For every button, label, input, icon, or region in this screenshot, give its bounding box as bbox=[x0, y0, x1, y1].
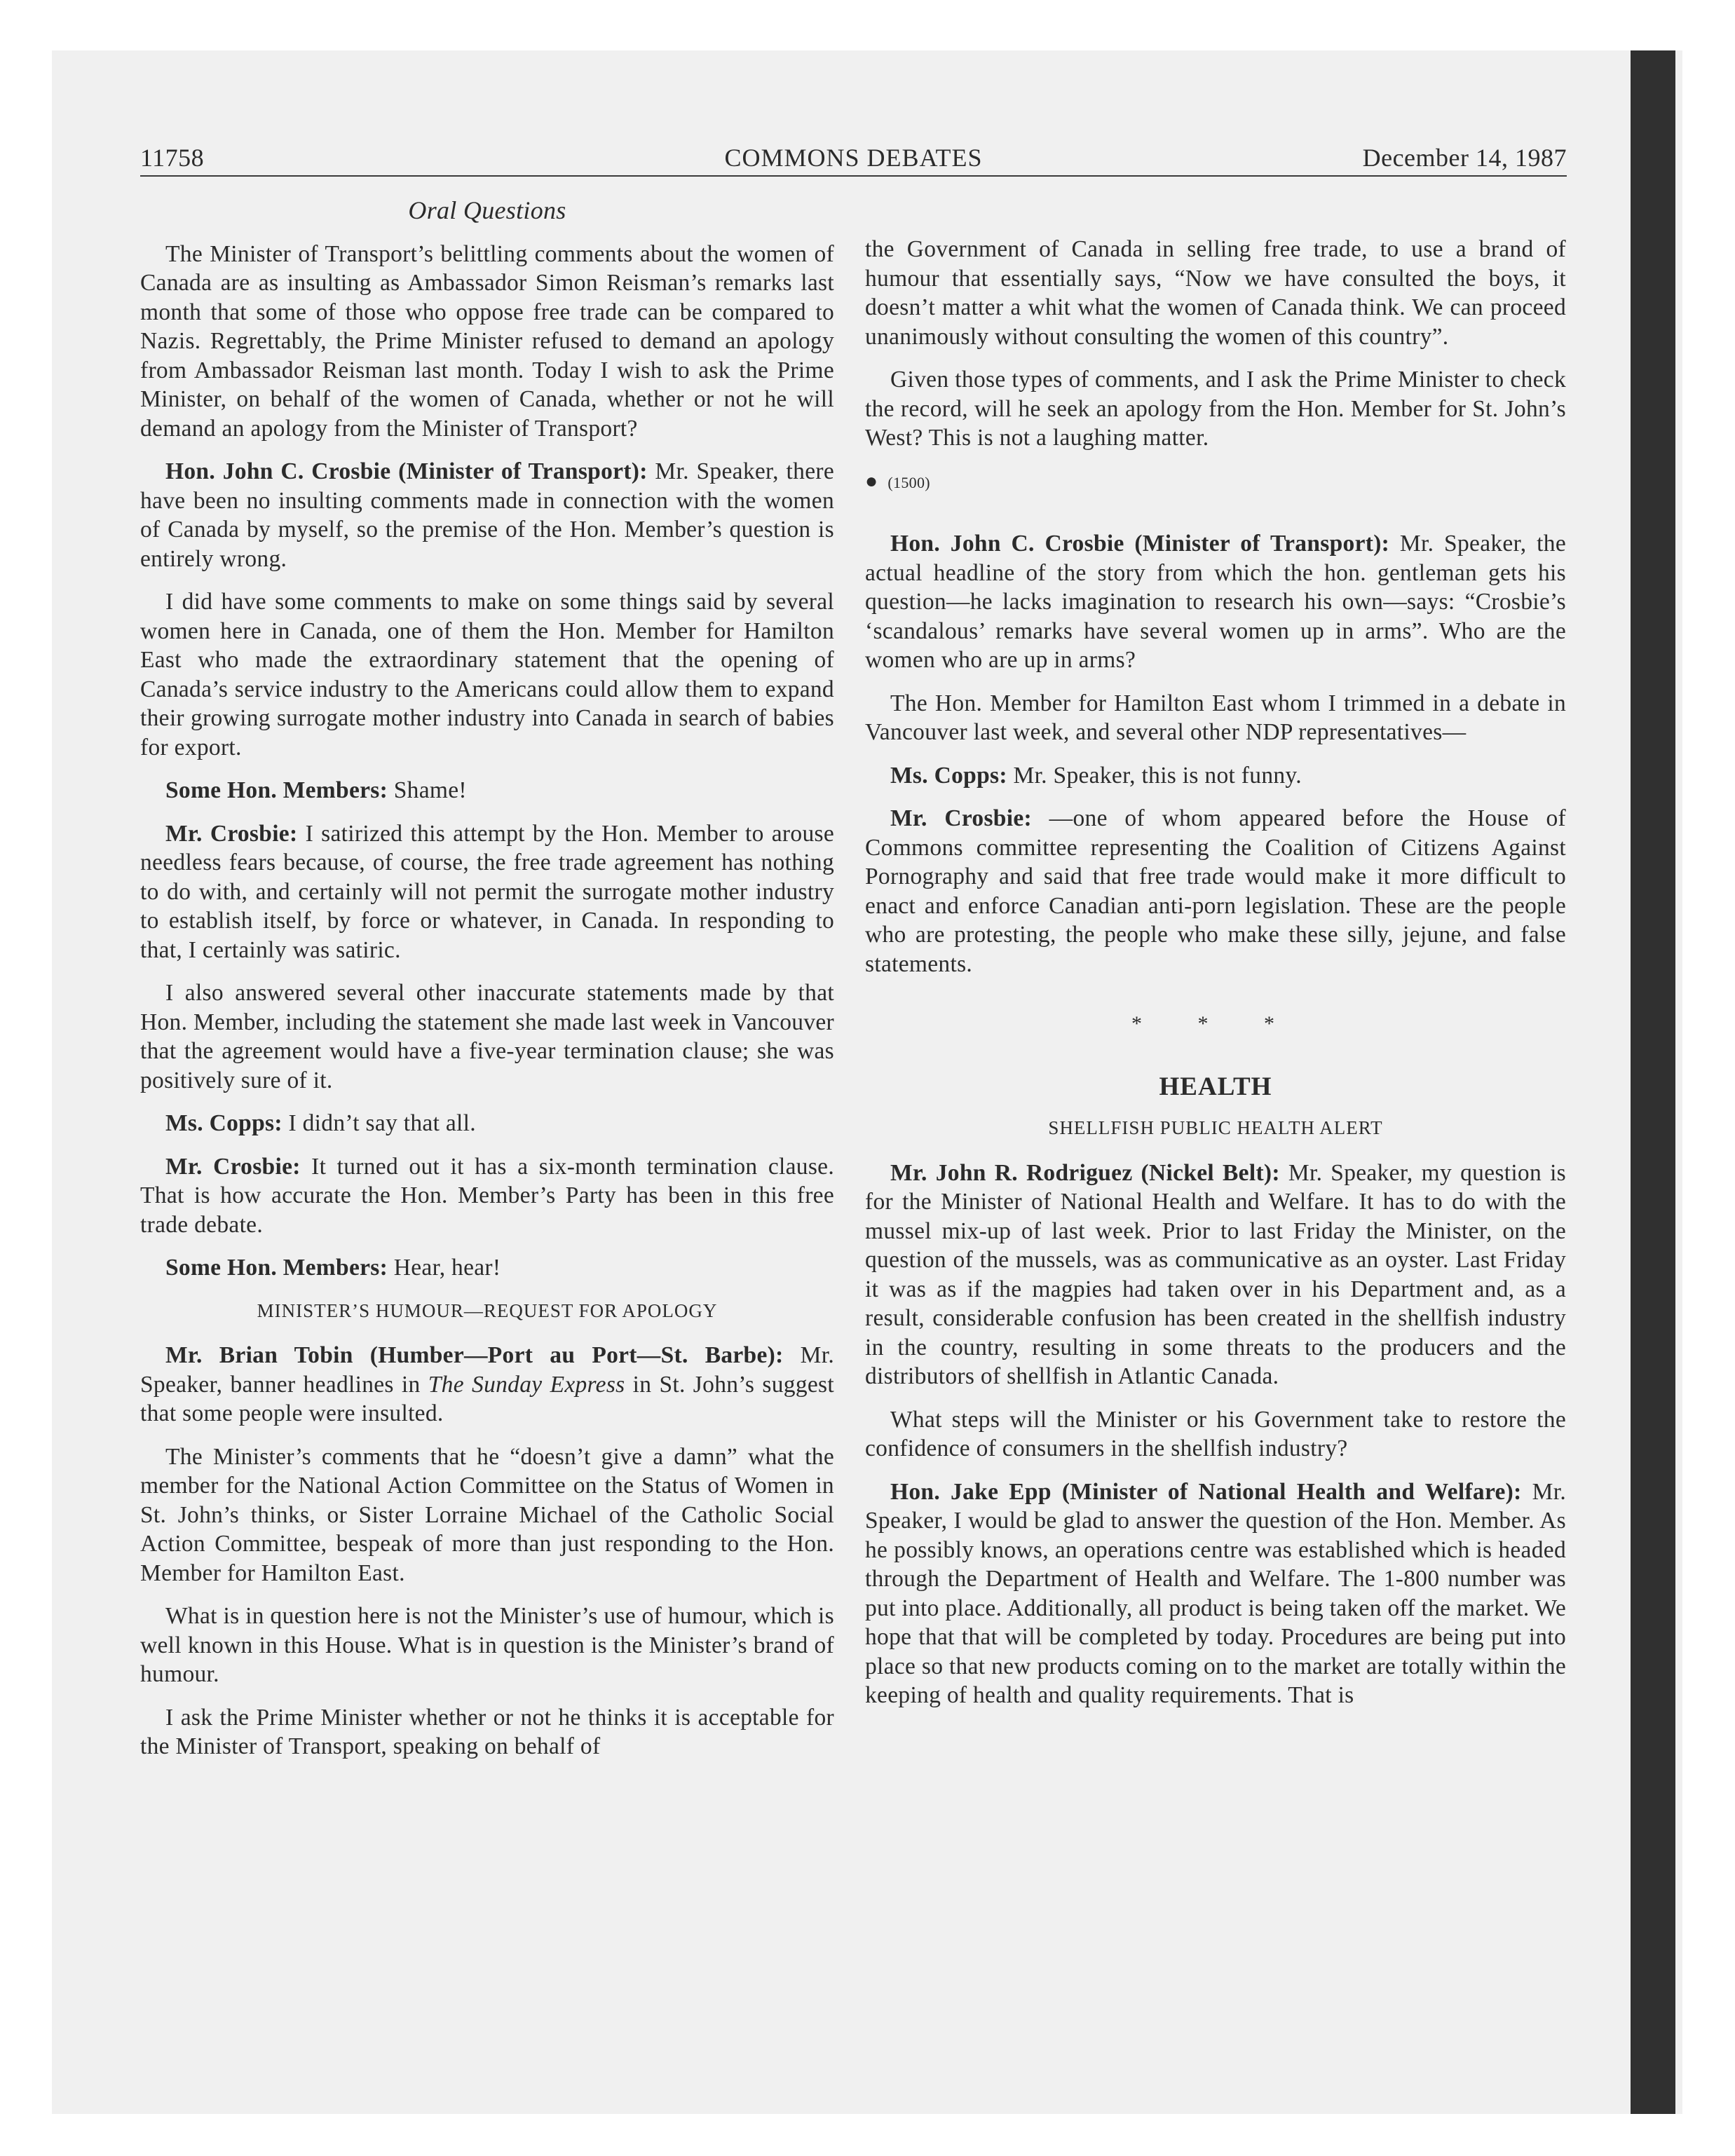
speaker-name: Hon. John C. Crosbie (Minister of Transport): bbox=[890, 531, 1390, 557]
paragraph bbox=[865, 1159, 1566, 1391]
speech-text: Mr. Speaker, my question is for the Minister of National Health and Welfare. It has to do with the mussel mix-up of last week. Prior to last Friday the Minister, on the question of the mussels, was as communicative as an oyster. Last Friday it was as if the magpies had taken over in his Department and, as a result, considerable confusion has been created in the shellfish industry in the country, resulting in some threats to the producers and the distributors of shellfish in Atlantic Canada. bbox=[865, 1159, 1567, 1389]
section-heading: HEALTH bbox=[1159, 1072, 1272, 1101]
paragraph bbox=[140, 1109, 834, 1138]
paragraph bbox=[865, 1478, 1566, 1710]
speaker-name: Some Hon. Members: bbox=[165, 777, 388, 803]
paragraph bbox=[865, 804, 1566, 978]
page-number: 11758 bbox=[140, 144, 205, 172]
paragraph bbox=[140, 1253, 834, 1283]
speech-text: I didn’t say that all. bbox=[282, 1110, 476, 1136]
speech-text: I satirized this attempt by the Hon. Member to arouse needless fears because, of course, the free trade agreement has nothing to do with, and certainly will not permit the surrogate mother industry to establish itself, by force or whatever, in Canada. In responding to that, I certainly was satiric. bbox=[140, 820, 834, 963]
header-rule bbox=[140, 175, 1567, 177]
publication-title: COMMONS DEBATES bbox=[724, 144, 983, 172]
speech-text: Mr. Speaker, this is not funny. bbox=[1007, 762, 1302, 789]
paragraph: The Minister’s comments that he “doesn’t give a damn” what the member for the National Action Committee on the Status of Women in St. John’s thinks, or Sister Lorraine Michael of the Catholic Social Action Committee, bespeak of more than just responding to the Hon. Member for Hamilton East. bbox=[140, 1443, 834, 1586]
speech-text: Shame! bbox=[388, 777, 467, 803]
time-marker-text: (1500) bbox=[887, 473, 930, 491]
paragraph bbox=[140, 457, 834, 573]
speaker-name: Ms. Copps: bbox=[890, 762, 1007, 789]
paragraph: I ask the Prime Minister whether or not he thinks it is acceptable for the Minister of Transport, speaking on behalf of bbox=[140, 1704, 834, 1759]
paragraph: What is in question here is not the Minister’s use of humour, which is well known in this House. What is in question is the Minister’s brand of humour. bbox=[140, 1603, 834, 1687]
paragraph bbox=[140, 819, 834, 965]
speech-text: It turned out it has a six-month termination clause. That is how accurate the Hon. Member’s Party has been in this free trade debate. bbox=[140, 1153, 835, 1238]
subheading: MINISTER’S HUMOUR—REQUEST FOR APOLOGY bbox=[257, 1299, 718, 1321]
newspaper-title: The Sunday Express bbox=[428, 1371, 625, 1398]
paragraph: Given those types of comments, and I ask the Prime Minister to check the record, will he seek an apology from the Hon. Member for St. John’s West? This is not a laughing matter. bbox=[865, 367, 1566, 451]
speaker-name: Mr. Crosbie: bbox=[165, 820, 298, 847]
section-heading: Oral Questions bbox=[408, 196, 566, 224]
paragraph bbox=[865, 529, 1566, 675]
speaker-name: Hon. Jake Epp (Minister of National Health and Welfare): bbox=[890, 1478, 1522, 1505]
paragraph: The Minister of Transport’s belittling comments about the women of Canada are as insulting as Ambassador Simon Reisman’s remarks last month that some of those who oppose free trade can be compared to Nazis. Regrettably, the Prime Minister refused to demand an apology from Ambassador Reisman last month. Today I wish to ask the Prime Minister, on behalf of the women of Canada, whether or not he will demand an apology from the Minister of Transport? bbox=[140, 240, 834, 442]
speaker-name: Ms. Copps: bbox=[165, 1110, 283, 1136]
speech-text: Mr. Speaker, the actual headline of the story from which the hon. gentleman gets his question—he lacks imagination to research his own—says: “Crosbie’s ‘scandalous’ remarks have several women up in arms”. Who are the women who are up in arms? bbox=[865, 531, 1566, 673]
paragraph bbox=[140, 776, 834, 805]
right-column bbox=[865, 235, 1566, 1724]
left-column bbox=[140, 196, 834, 1775]
speech-text: Mr. Speaker, there have been no insulting comments made in connection with the women of Canada by myself, so the premise of the Hon. Member’s question is entirely wrong. bbox=[140, 458, 834, 572]
speaker-name: Mr. Crosbie: bbox=[165, 1153, 301, 1180]
speech-text: Mr. Speaker, banner headlines in bbox=[140, 1342, 835, 1398]
paragraph bbox=[140, 1341, 834, 1428]
bullet-icon: ● bbox=[865, 469, 878, 493]
page-date: December 14, 1987 bbox=[1362, 144, 1567, 172]
speech-text: Hear, hear! bbox=[388, 1255, 501, 1281]
subheading: SHELLFISH PUBLIC HEALTH ALERT bbox=[1048, 1117, 1383, 1138]
section-separator: * * * bbox=[1131, 1012, 1300, 1035]
scan-edge-shadow bbox=[1631, 50, 1675, 2114]
paragraph bbox=[140, 1152, 834, 1240]
time-marker bbox=[865, 467, 1566, 498]
paragraph bbox=[865, 761, 1566, 791]
speech-text: —one of whom appeared before the House of Commons committee representing the Coalition of Citizens Against Pornography and said that free trade would make it more difficult to enact and enforce Canadian anti-porn legislation. These are the people who are protesting, the people who make these silly, jejune, and false statements. bbox=[865, 805, 1566, 977]
paragraph: I did have some comments to make on some things said by several women here in Canada, one of them the Hon. Member for Hamilton East who made the extraordinary statement that the opening of Canada’s service industry to the Americans could allow them to expand their growing surrogate mother industry into Canada in search of babies for export. bbox=[140, 589, 834, 760]
speaker-name: Mr. Crosbie: bbox=[890, 805, 1032, 831]
speech-text: in St. John’s suggest that some people were insulted. bbox=[140, 1371, 834, 1426]
speaker-name: Mr. John R. Rodriguez (Nickel Belt): bbox=[890, 1159, 1280, 1186]
paragraph: The Hon. Member for Hamilton East whom I trimmed in a debate in Vancouver last week, and several other NDP representatives— bbox=[865, 690, 1566, 745]
speaker-name: Some Hon. Members: bbox=[165, 1255, 388, 1281]
speaker-name: Hon. John C. Crosbie (Minister of Transport): bbox=[165, 458, 648, 484]
speech-text: Mr. Speaker, I would be glad to answer the question of the Hon. Member. As he possibly knows, an operations centre was established which is headed through the Department of Health and Welfare. The 1-800 number was put into place. Additionally, all product is being taken off the market. We hope that that will be completed by today. Procedures are being put into place so that new products coming on to the market are totally within the keeping of health and quality requirements. That is bbox=[865, 1478, 1567, 1708]
paragraph: the Government of Canada in selling free trade, to use a brand of humour that essentially says, “Now we have consulted the boys, it doesn’t matter a whit what the women of Canada think. We can proceed unanimously without consulting the women of this country”. bbox=[865, 236, 1566, 350]
paragraph: What steps will the Minister or his Government take to restore the confidence of consumers in the shellfish industry? bbox=[865, 1406, 1566, 1461]
speaker-name: Mr. Brian Tobin (Humber—Port au Port—St. Barbe): bbox=[165, 1342, 784, 1368]
paragraph: I also answered several other inaccurate statements made by that Hon. Member, including the statement she made last week in Vancouver that the agreement would have a five-year termination clause; she was positively sure of it. bbox=[140, 980, 834, 1093]
